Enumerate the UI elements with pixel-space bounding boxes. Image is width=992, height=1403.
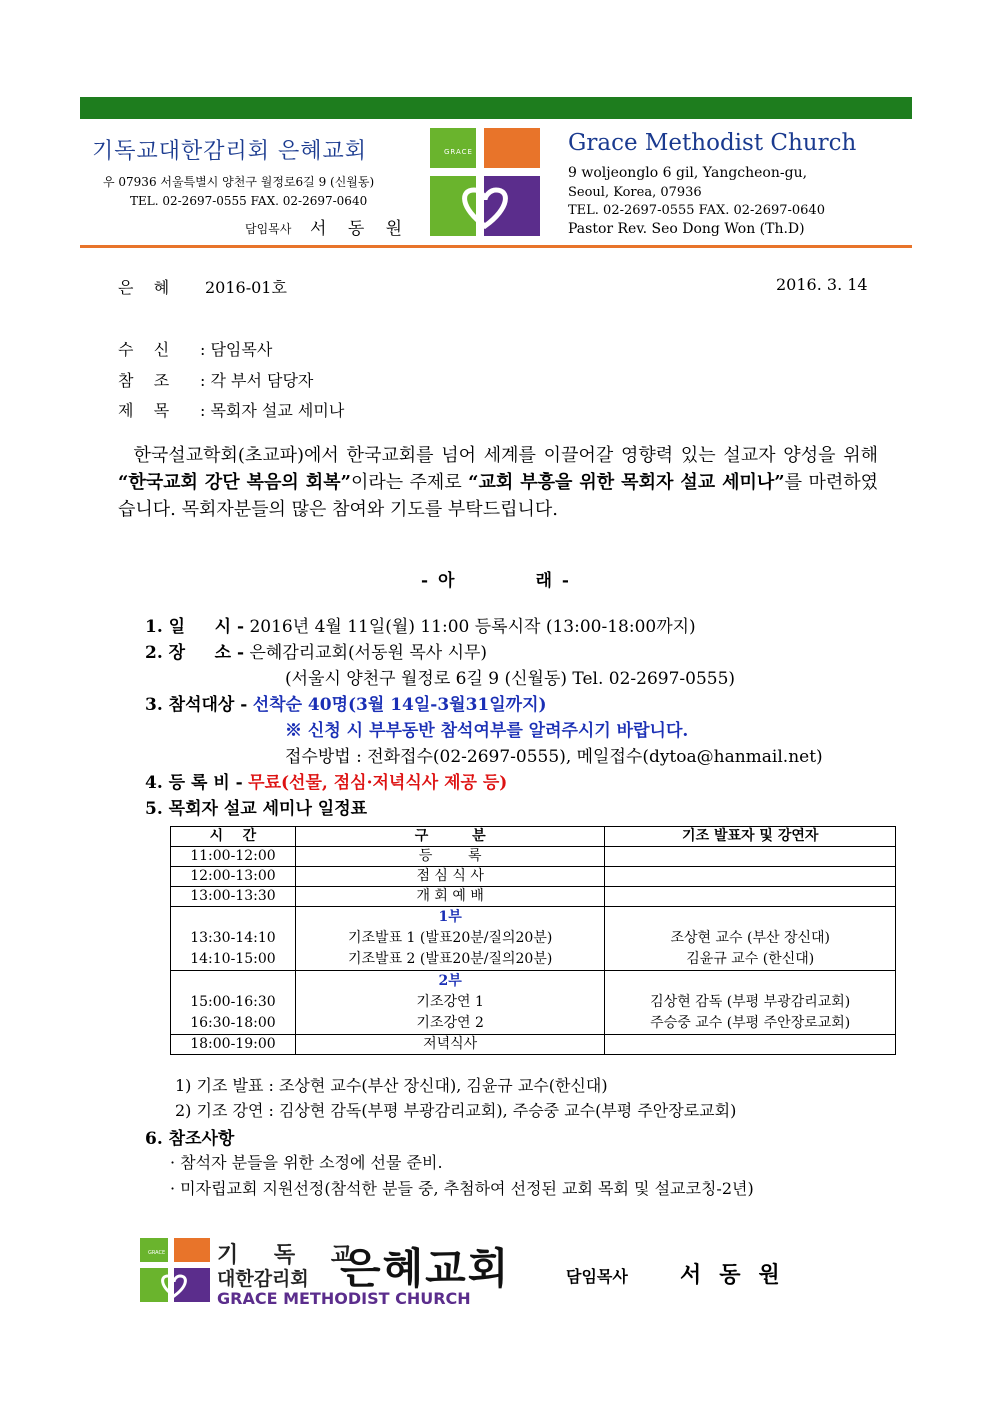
part2-speaker bbox=[605, 971, 896, 1035]
subject-label: 제 목 bbox=[118, 401, 170, 420]
en-pastor: Pastor Rev. Seo Dong Won (Th.D) bbox=[568, 221, 805, 237]
intro-text-1: 한국설교학회(초교파)에서 한국교회를 넘어 세계를 이끌어갈 영향력 있는 설교자 양성을 위해 bbox=[118, 445, 884, 466]
item-attendees-label: 3. 참석대상 - bbox=[145, 695, 248, 715]
row-speaker: 김상현 감독 (부평 부광감리교회) bbox=[650, 994, 851, 1010]
item-attendees-value: 선착순 40명(3월 14일-3월31일까지) bbox=[252, 695, 547, 715]
footer-pastor-name: 서동원 bbox=[680, 1262, 798, 1288]
footer-logo bbox=[140, 1238, 210, 1302]
item-date-value: 2016년 4월 11일(월) 11:00 등록시작 (13:00-18:00까지) bbox=[249, 617, 696, 637]
item-schedule-title bbox=[145, 794, 367, 819]
church-logo bbox=[430, 128, 540, 236]
footer-logo-en: GRACE METHODIST CHURCH bbox=[217, 1289, 471, 1308]
kr-pastor-label: 담임목사 bbox=[245, 222, 292, 236]
en-address-1: 9 woljeonglo 6 gil, Yangcheon-gu, bbox=[568, 165, 808, 181]
item-date-label: 1. 일 시 - bbox=[145, 617, 245, 637]
cc-value: : 각 부서 담당자 bbox=[200, 371, 314, 390]
kr-phone: TEL. 02-2697-0555 FAX. 02-2697-0640 bbox=[130, 194, 368, 208]
doc-number: 2016-01호 bbox=[205, 278, 287, 297]
row-speaker: 김윤규 교수 (한신대) bbox=[686, 951, 815, 967]
footer-logo-small-text: GRACE bbox=[148, 1250, 166, 1256]
note-keynote-speakers: 2) 기조 강연 : 김상현 감독(부평 부광감리교회), 주승중 교수(부평 주안장로교회) bbox=[175, 1101, 737, 1120]
doc-date: 2016. 3. 14 bbox=[776, 275, 868, 294]
reference-gift: · 참석자 분들을 위한 소정에 선물 준비. bbox=[170, 1153, 443, 1172]
item-fee-value: 무료(선물, 점심·저녁식사 제공 등) bbox=[248, 773, 508, 793]
item-registration-method: 접수방법 : 전화접수(02-2697-0555), 메일접수(dytoa@hanmail.net) bbox=[285, 747, 823, 767]
church-logo-graphic bbox=[430, 128, 540, 236]
item-attendees-note: ※ 신청 시 부부동반 참석여부를 알려주시기 바랍니다. bbox=[285, 721, 689, 741]
kr-pastor-name: 서 동 원 bbox=[310, 219, 411, 239]
table-row bbox=[171, 1035, 896, 1055]
cc-label: 참 조 bbox=[118, 371, 170, 390]
en-phone: TEL. 02-2697-0555 FAX. 02-2697-0640 bbox=[568, 203, 825, 218]
header-speaker: 기조 발표자 및 강연자 bbox=[605, 827, 896, 847]
part1-speaker bbox=[605, 907, 896, 971]
table-header-row bbox=[171, 827, 896, 847]
to-value: : 담임목사 bbox=[200, 340, 273, 359]
table-row-part2 bbox=[171, 971, 896, 1035]
part1-category bbox=[295, 907, 605, 971]
notice-title: - 아 래 - bbox=[421, 571, 571, 591]
item-schedule-label: 5. 목회자 설교 세미나 일정표 bbox=[145, 799, 368, 819]
footer-pastor-label: 담임목사 bbox=[566, 1267, 628, 1286]
row-time: 18:00-19:00 bbox=[171, 1035, 296, 1055]
intro-theme: “한국교회 강단 복음의 회복” bbox=[118, 472, 351, 493]
row-speaker: 주승중 교수 (부평 주안장로교회) bbox=[650, 1015, 851, 1031]
table-row-part1 bbox=[171, 907, 896, 971]
en-address-2: Seoul, Korea, 07936 bbox=[568, 185, 702, 200]
footer-logo-big: 은혜교회 bbox=[340, 1244, 511, 1293]
schedule-table bbox=[170, 826, 896, 1055]
intro-text-3: 를 마련하였습니다. 목회자분들의 많은 참여와 기도를 부탁드립니다. bbox=[118, 472, 878, 520]
reference-support: · 미자립교회 지원선정(참석한 분들 중, 추첨하여 선정된 교회 목회 및 설교코칭-2년) bbox=[170, 1179, 754, 1198]
row-speaker bbox=[605, 847, 896, 867]
intro-text-2: 이라는 주제로 bbox=[350, 472, 469, 493]
item-place-label: 2. 장 소 - bbox=[145, 643, 245, 663]
row-time: 16:30-18:00 bbox=[190, 1015, 276, 1031]
part1-label: 1부 bbox=[438, 909, 462, 925]
row-time: 13:00-13:30 bbox=[171, 887, 296, 907]
row-speaker bbox=[605, 867, 896, 887]
subject-value: : 목회자 설교 세미나 bbox=[200, 401, 345, 420]
intro-paragraph bbox=[118, 442, 884, 523]
row-speaker bbox=[605, 1035, 896, 1055]
kr-address: 우 07936 서울특별시 양천구 월정로6길 9 (신월동) bbox=[103, 175, 375, 189]
logo-text: GRACE bbox=[444, 148, 473, 156]
item-references-label: 6. 참조사항 bbox=[145, 1129, 235, 1149]
row-category: 기조강연 2 bbox=[416, 1015, 484, 1031]
footer-logo-line1: 기 독 교 bbox=[217, 1243, 367, 1268]
part2-category bbox=[295, 971, 605, 1035]
header-green-bar bbox=[80, 97, 912, 119]
row-time: 13:30-14:10 bbox=[190, 930, 276, 946]
header-divider bbox=[80, 245, 912, 248]
row-category: 기조발표 2 (발표20분/질의20분) bbox=[348, 951, 553, 967]
kr-church-name: 기독교대한감리회 은혜교회 bbox=[92, 139, 368, 164]
intro-seminar-title: “교회 부흥을 위한 목회자 설교 세미나” bbox=[468, 472, 785, 493]
row-category: 등 록 bbox=[295, 847, 605, 867]
footer-logo-graphic bbox=[140, 1238, 210, 1302]
item-fee-label: 4. 등 록 비 - bbox=[145, 773, 243, 793]
row-category: 기조발표 1 (발표20분/질의20분) bbox=[348, 930, 553, 946]
row-time: 15:00-16:30 bbox=[190, 994, 276, 1010]
table-row bbox=[171, 887, 896, 907]
item-place bbox=[145, 638, 487, 663]
item-place-value: 은혜감리교회(서동원 목사 시무) bbox=[249, 643, 488, 663]
table-row bbox=[171, 847, 896, 867]
part2-label: 2부 bbox=[438, 973, 462, 989]
item-place-address: (서울시 양천구 월정로 6길 9 (신월동) Tel. 02-2697-0555) bbox=[285, 669, 736, 689]
row-category: 점 심 식 사 bbox=[295, 867, 605, 887]
footer-logo-line2: 대한감리회 bbox=[217, 1268, 309, 1290]
row-category: 개 회 예 배 bbox=[295, 887, 605, 907]
header-time: 시 간 bbox=[171, 827, 296, 847]
part1-time bbox=[171, 907, 296, 971]
row-category: 저녁식사 bbox=[295, 1035, 605, 1055]
header-category: 구 분 bbox=[295, 827, 605, 847]
note-keynote-presenters: 1) 기조 발표 : 조상현 교수(부산 장신대), 김윤규 교수(한신대) bbox=[175, 1076, 608, 1095]
item-date bbox=[145, 612, 696, 637]
row-speaker bbox=[605, 887, 896, 907]
to-label: 수 신 bbox=[118, 340, 170, 359]
doc-label: 은 혜 bbox=[118, 278, 170, 297]
row-time: 11:00-12:00 bbox=[171, 847, 296, 867]
item-fee bbox=[145, 768, 507, 793]
en-church-name: Grace Methodist Church bbox=[568, 130, 857, 156]
table-row bbox=[171, 867, 896, 887]
part2-time bbox=[171, 971, 296, 1035]
row-category: 기조강연 1 bbox=[416, 994, 484, 1010]
row-speaker: 조상현 교수 (부산 장신대) bbox=[670, 930, 830, 946]
item-attendees bbox=[145, 690, 547, 715]
row-time: 12:00-13:00 bbox=[171, 867, 296, 887]
row-time: 14:10-15:00 bbox=[190, 951, 276, 967]
